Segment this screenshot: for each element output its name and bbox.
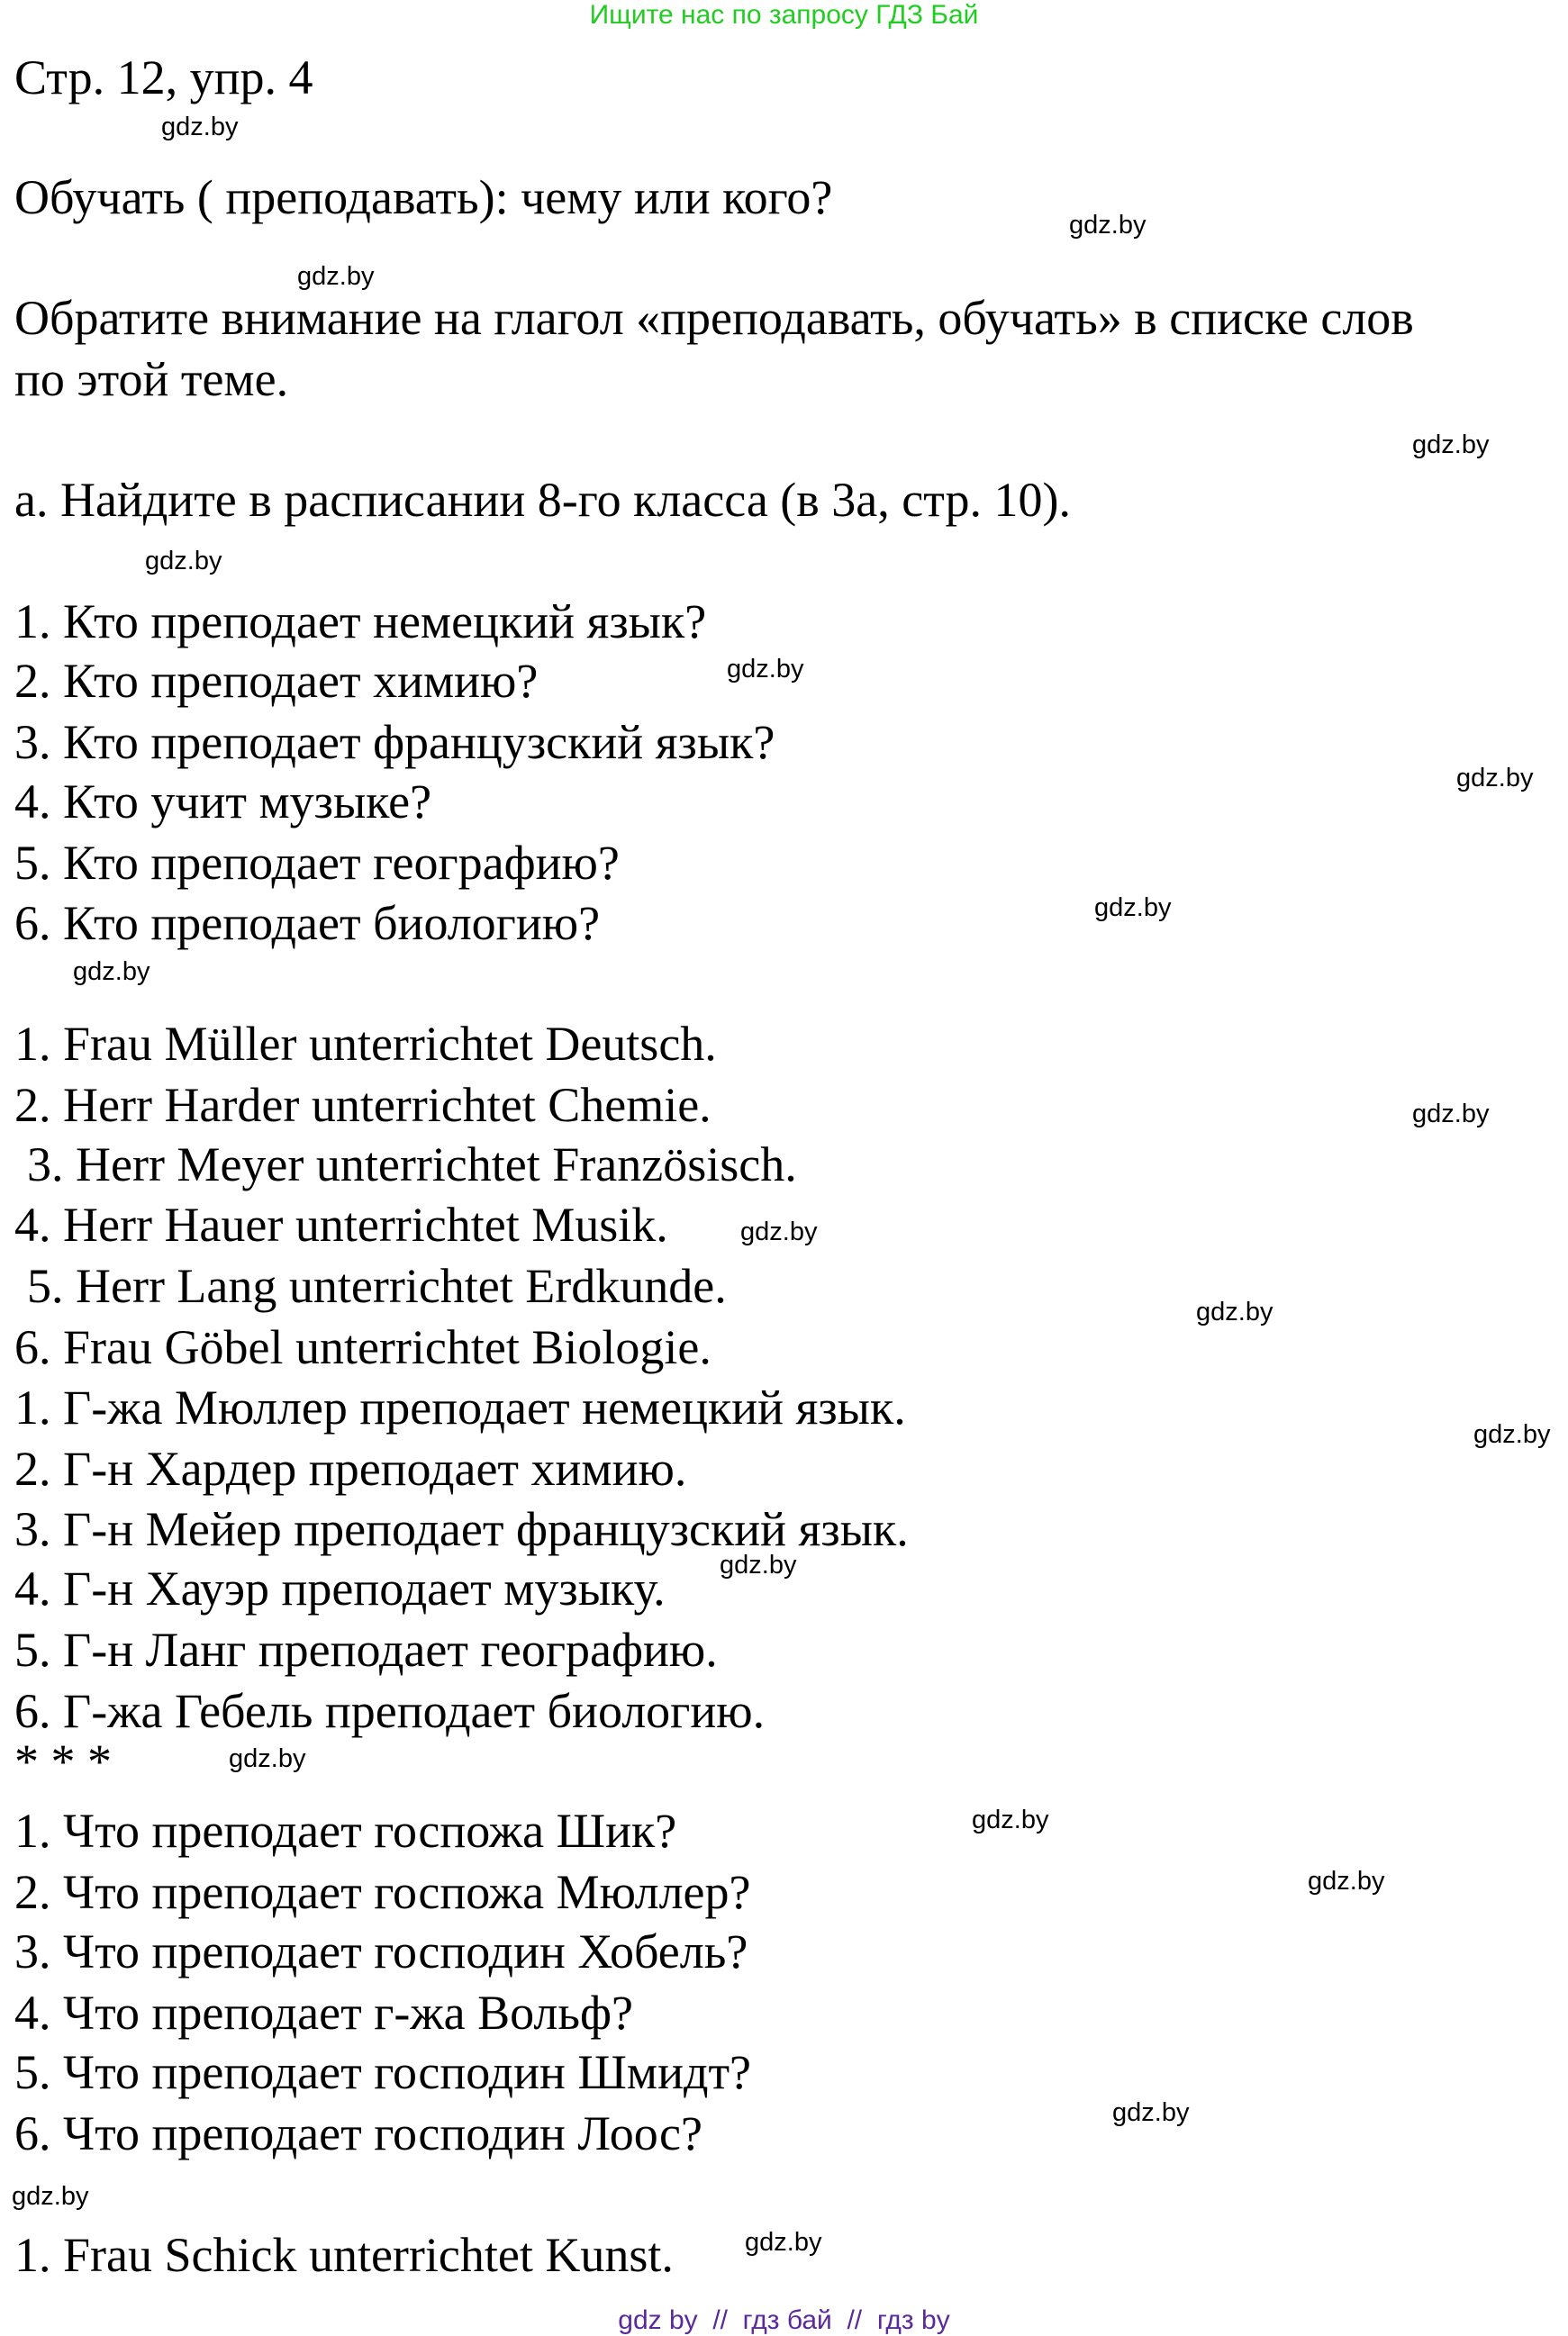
answer-de: 3. Herr Meyer unterrichtet Französisch. xyxy=(27,1137,797,1191)
page-title: Стр. 12, упр. 4 xyxy=(14,50,313,104)
answer-ru: 2. Г-н Хардер преподает химию. xyxy=(14,1442,687,1496)
watermark: gdz.by xyxy=(1094,893,1172,922)
answer-b: 1. Frau Schick unterrichtet Kunst. xyxy=(14,2228,674,2282)
watermark: gdz.by xyxy=(1308,1867,1385,1896)
watermark: gdz.by xyxy=(1473,1420,1551,1449)
question-b: 3. Что преподает господин Хобель? xyxy=(14,1924,748,1978)
watermark: gdz.by xyxy=(1412,1100,1490,1128)
watermark: gdz.by xyxy=(745,2228,822,2257)
separator: * * * xyxy=(14,1734,112,1788)
answer-de: 5. Herr Lang unterrichtet Erdkunde. xyxy=(27,1259,727,1313)
footer-links: gdz by // гдз бай // гдз by xyxy=(618,2305,950,2335)
answer-ru: 5. Г-н Ланг преподает географию. xyxy=(14,1623,718,1677)
watermark: gdz.by xyxy=(1412,430,1490,459)
intro-line: Обучать ( преподавать): чему или кого? xyxy=(14,170,833,224)
intro-line: по этой теме. xyxy=(14,352,289,406)
watermark: gdz.by xyxy=(720,1551,797,1580)
answer-de: 1. Frau Müller unterrichtet Deutsch. xyxy=(14,1017,717,1071)
watermark: gdz.by xyxy=(73,957,150,986)
watermark: gdz.by xyxy=(740,1218,818,1246)
watermark: gdz.by xyxy=(229,1744,306,1773)
question-a: 2. Кто преподает химию? xyxy=(14,654,539,708)
watermark: gdz.by xyxy=(1196,1298,1273,1326)
task-a: а. Найдите в расписании 8-го класса (в 3а, стр. 10). xyxy=(14,473,1071,527)
answer-ru: 6. Г-жа Гебель преподает биологию. xyxy=(14,1684,766,1738)
intro-line: Обратите внимание на глагол «преподавать, обучать» в списке слов xyxy=(14,291,1414,345)
watermark: gdz.by xyxy=(12,2182,89,2211)
question-b: 1. Что преподает госпожа Шик? xyxy=(14,1804,677,1858)
search-banner: Ищите нас по запросу ГДЗ Бай xyxy=(589,0,979,30)
answer-ru: 1. Г-жа Мюллер преподает немецкий язык. xyxy=(14,1381,906,1435)
question-a: 4. Кто учит музыке? xyxy=(14,774,432,828)
answer-de: 4. Herr Hauer unterrichtet Musik. xyxy=(14,1198,668,1252)
watermark: gdz.by xyxy=(972,1806,1049,1834)
watermark: gdz.by xyxy=(1069,211,1147,240)
question-a: 3. Кто преподает французский язык? xyxy=(14,715,775,769)
question-b: 5. Что преподает господин Шмидт? xyxy=(14,2045,752,2099)
watermark: gdz.by xyxy=(1112,2098,1190,2127)
question-b: 6. Что преподает господин Лоос? xyxy=(14,2106,702,2160)
question-a: 5. Кто преподает географию? xyxy=(14,836,620,890)
watermark: gdz.by xyxy=(145,547,222,575)
answer-ru: 4. Г-н Хауэр преподает музыку. xyxy=(14,1562,666,1616)
question-b: 2. Что преподает госпожа Мюллер? xyxy=(14,1865,751,1919)
question-a: 6. Кто преподает биологию? xyxy=(14,896,601,950)
answer-ru: 3. Г-н Мейер преподает французский язык. xyxy=(14,1502,909,1556)
question-a: 1. Кто преподает немецкий язык? xyxy=(14,594,707,648)
question-b: 4. Что преподает г-жа Вольф? xyxy=(14,1986,633,2040)
watermark: gdz.by xyxy=(727,655,804,684)
answer-de: 2. Herr Harder unterrichtet Chemie. xyxy=(14,1078,711,1132)
watermark: gdz.by xyxy=(297,262,375,291)
answer-de: 6. Frau Göbel unterrichtet Biologie. xyxy=(14,1320,711,1374)
watermark: gdz.by xyxy=(1456,764,1534,792)
watermark: gdz.by xyxy=(161,113,239,141)
